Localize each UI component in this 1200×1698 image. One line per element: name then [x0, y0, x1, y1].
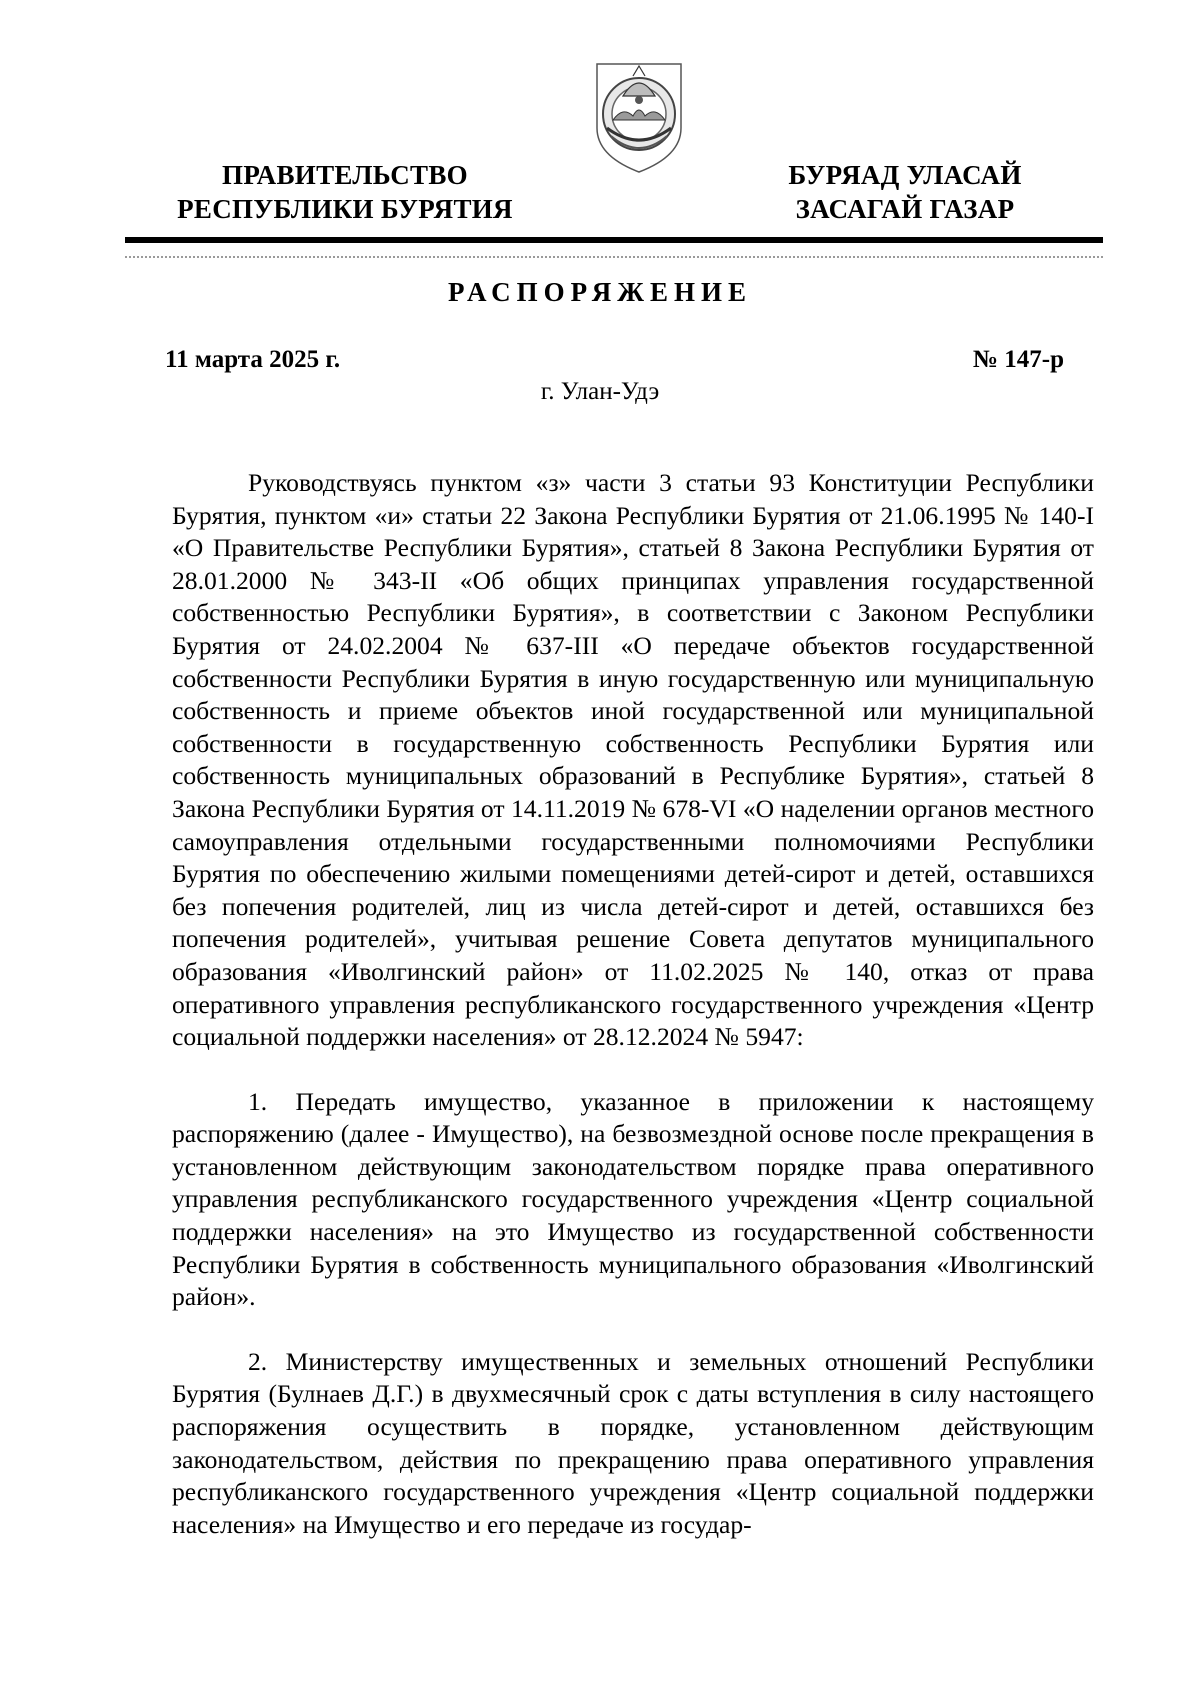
- clause-1-paragraph: 1. Передать имущество, указанное в приложении к настоящему распоряжению (далее - Имущество), на безвозмездной основе после прекращения в установленном действующим законодательством порядке права оперативного управления республиканского государственного учреждения «Центр социальной поддержки населения» на это Имущество из государственной собственности Республики Бурятия в собственность муниципального образования «Иволгинский район».: [172, 1086, 1094, 1312]
- government-name-buryat-line1: БУРЯАД УЛАСАЙ: [788, 160, 1022, 190]
- header-divider-dotted: [125, 256, 1103, 258]
- document-title: РАСПОРЯЖЕНИЕ: [447, 277, 753, 307]
- government-name-buryat-line2: ЗАСАГАЙ ГАЗАР: [795, 194, 1015, 224]
- government-name-russian: [150, 158, 540, 226]
- government-name-line1: ПРАВИТЕЛЬСТВО: [222, 160, 468, 190]
- government-name-line2: РЕСПУБЛИКИ БУРЯТИЯ: [177, 194, 513, 224]
- header-divider: [125, 237, 1103, 243]
- government-name-buryat: [760, 158, 1050, 226]
- document-number: № 147-р: [972, 346, 1064, 373]
- preamble-paragraph: Руководствуясь пунктом «з» части 3 статьи 93 Конституции Республики Бурятия, пунктом «и» статьи 22 Закона Республики Бурятия от 21.06.1995 № 140-I «О Правительстве Республики Бурятия», статьей 8 Закона Республики Бурятия от 28.01.2000 № 343-II «Об общих принципах управления государственной собственностью Республики Бурятия», в соответствии с Законом Республики Бурятия от 24.02.2004 № 637-III «О передаче объектов государственной собственности Республики Бурятия в иную государственную или муниципальную собственность и приеме объектов иной государственной или муниципальной собственности в государственную собственность Республики Бурятия или собственность муниципальных образований в Республике Бурятия», статьей 8 Закона Республики Бурятия от 14.11.2019 № 678-VI «О наделении органов местного самоуправления отдельными государственными полномочиями Республики Бурятия по обеспечению жилыми помещениями детей-сирот и детей, оставшихся без попечения родителей, лиц из числа детей-сирот и детей, оставшихся без попечения родителей», учитывая решение Совета депутатов муниципального образования «Иволгинский район» от 11.02.2025 № 140, отказ от права оперативного управления республиканского государственного учреждения «Центр социальной поддержки населения» от 28.12.2024 № 5947:: [172, 468, 1094, 1052]
- document-body: [172, 467, 1094, 1573]
- document-city: г. Улан-Удэ: [540, 378, 660, 405]
- document-date: 11 марта 2025 г.: [165, 346, 341, 373]
- coat-of-arms-icon: [593, 56, 685, 176]
- clause-2-paragraph: 2. Министерству имущественных и земельных отношений Республики Бурятия (Булнаев Д.Г.) в двухмесячный срок с даты вступления в силу настоящего распоряжения осуществить в порядке, установленном действующим законодательством, действия по прекращению права оперативного управления республиканского государственного учреждения «Центр социальной поддержки населения» на Имущество и его передаче из государ-: [172, 1346, 1094, 1539]
